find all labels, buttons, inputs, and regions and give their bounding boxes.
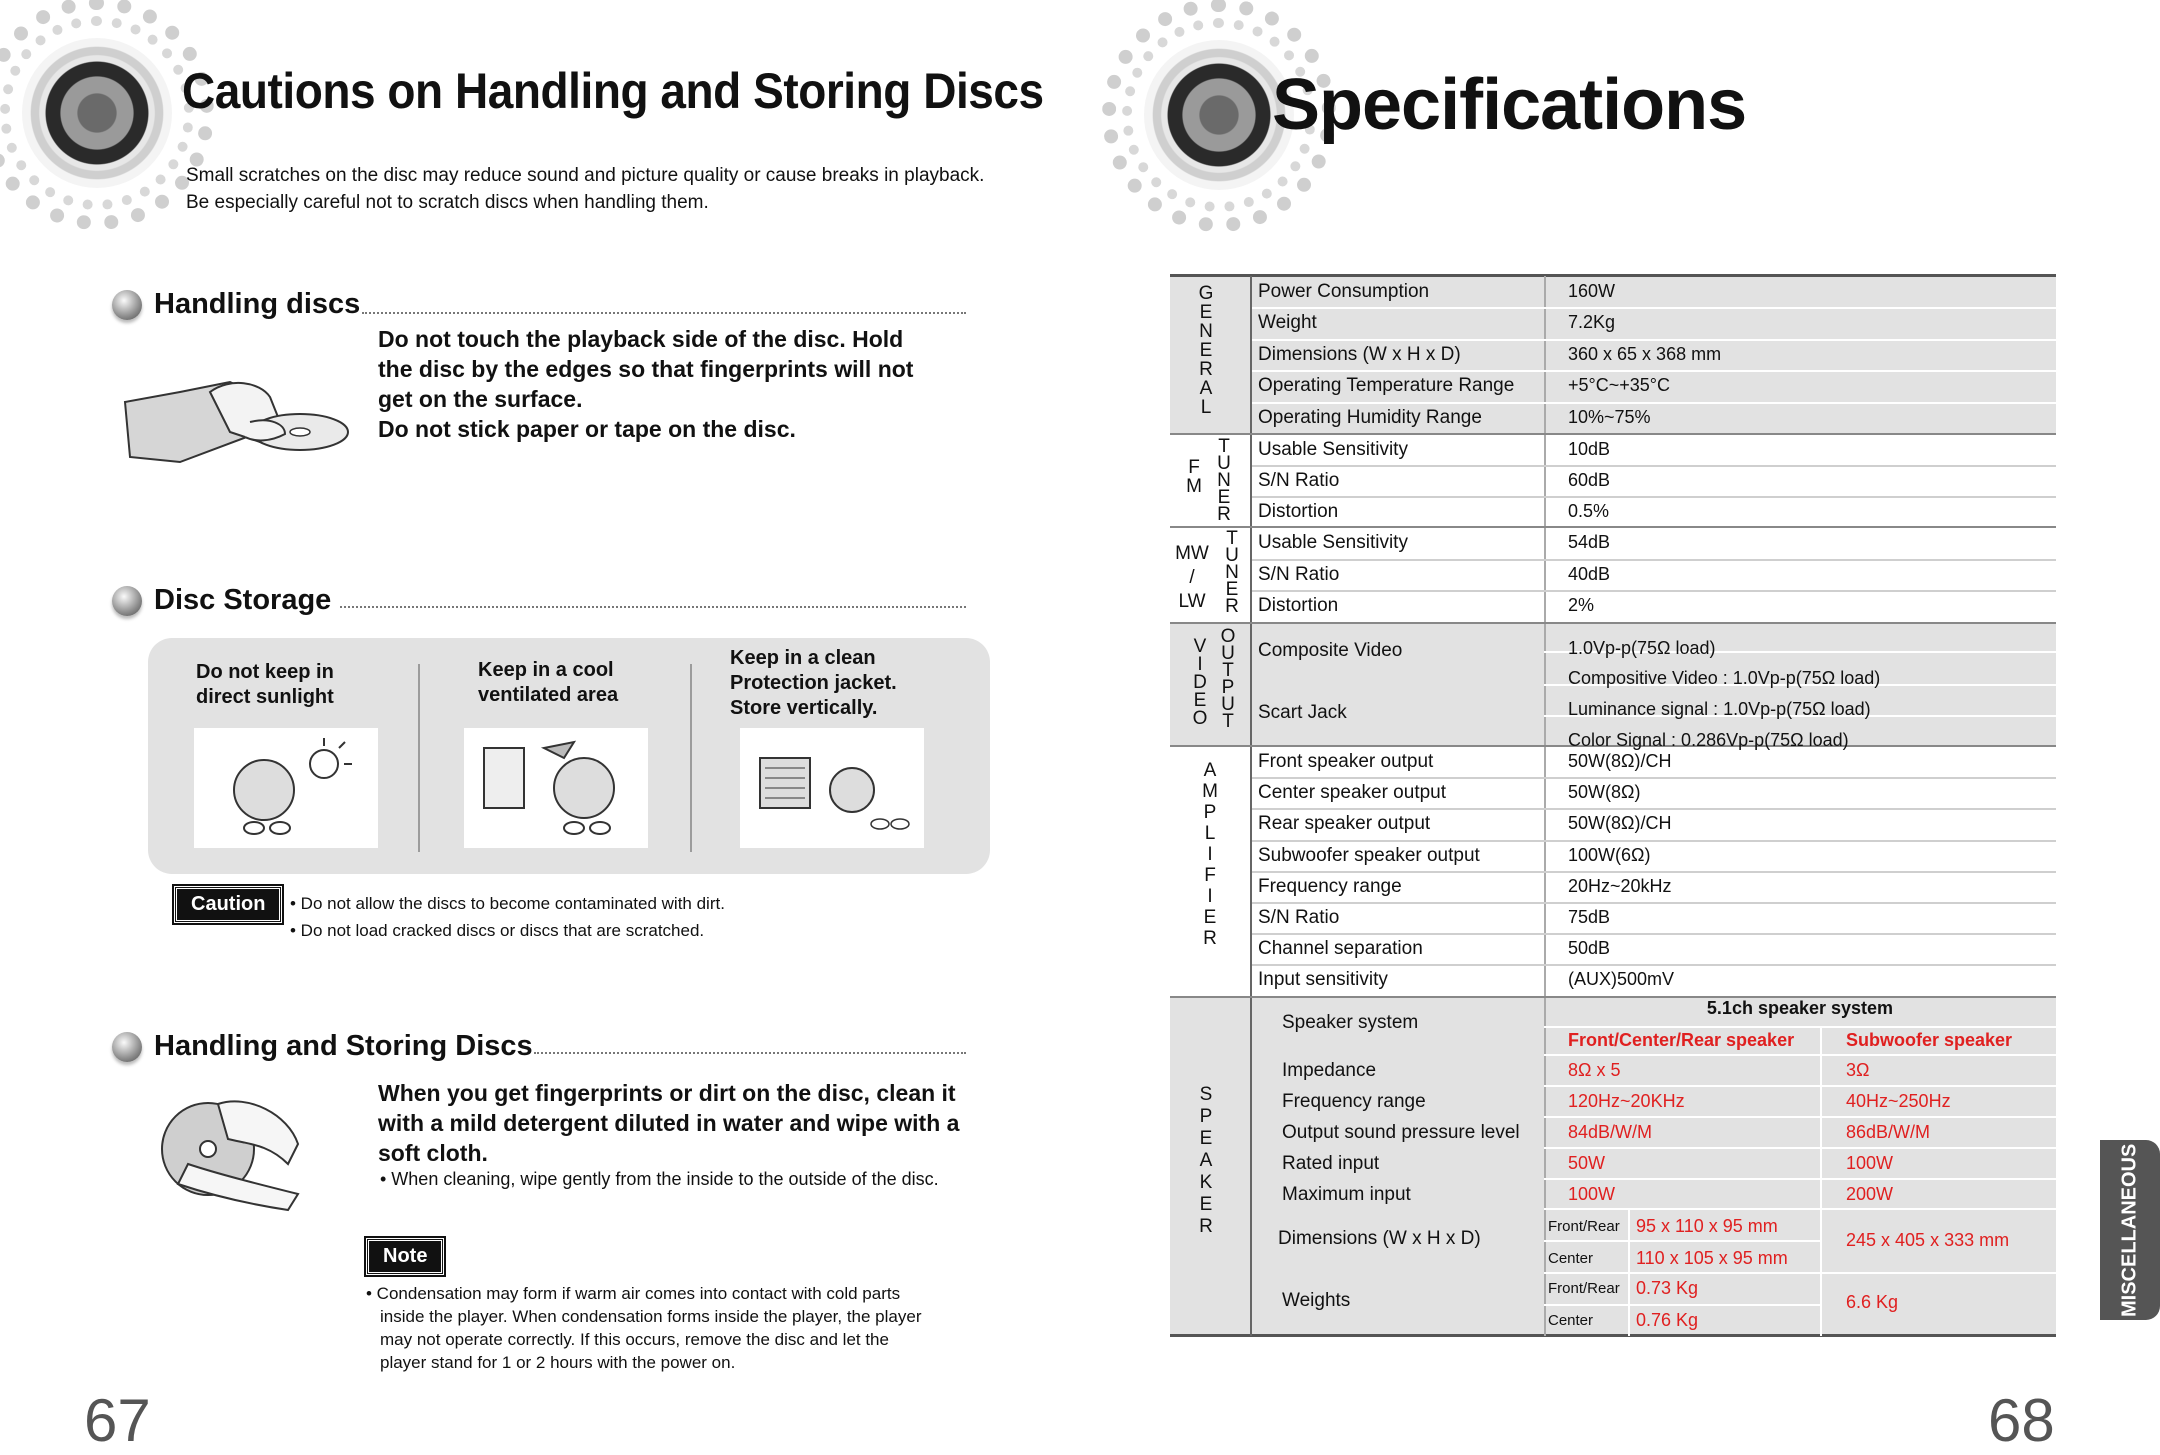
storage-item-cool (478, 658, 618, 708)
label: Do not keep in (196, 661, 334, 683)
text-line: soft cloth. (378, 1140, 488, 1166)
section-bullet-icon (112, 1032, 142, 1062)
spec-value: 54dB (1568, 532, 1611, 552)
page-title-right: Specifications (1272, 65, 1747, 145)
spec-key: Distortion (1258, 595, 1339, 616)
cool-area-illustration (464, 728, 648, 848)
cleaning-illustration (148, 1084, 308, 1214)
handling-discs-text (378, 324, 913, 444)
spec-key: Scart Jack (1258, 702, 1347, 723)
spec-value: 7.2Kg (1568, 312, 1616, 333)
cat-part: / (1189, 567, 1195, 588)
speaker-main-value: 84dB/W/M (1568, 1122, 1653, 1142)
page-number-right: 68 (1988, 1387, 2055, 1454)
spec-value: 20Hz~20kHz (1568, 875, 1672, 896)
cleaning-bullet: • When cleaning, wipe gently from the inside to the outside of the disc. (380, 1169, 939, 1189)
speaker-main-value: 100W (1568, 1184, 1616, 1204)
spec-key: Distortion (1258, 501, 1339, 522)
spec-key: Output sound pressure level (1282, 1122, 1520, 1143)
spec-key: Subwoofer speaker output (1258, 844, 1480, 866)
divider (340, 606, 966, 608)
storage-item-jacket (730, 646, 897, 721)
spec-key: Rear speaker output (1258, 813, 1431, 835)
spec-key: Frequency range (1282, 1091, 1426, 1112)
dim-label: Center (1548, 1250, 1594, 1267)
spec-value: 40dB (1568, 563, 1611, 584)
label: direct sunlight (196, 686, 334, 708)
spec-key: Input sensitivity (1258, 969, 1388, 991)
spec-value: 75dB (1568, 907, 1611, 927)
category-fm: F M (1186, 457, 1202, 497)
text-line: with a mild detergent diluted in water and wipe with a (378, 1110, 960, 1136)
page-title-left: Cautions on Handling and Storing Discs (182, 63, 1044, 119)
section-bullet-icon (112, 290, 142, 320)
spec-value: 160W (1568, 281, 1616, 301)
storage-item-sunlight (196, 660, 334, 710)
spec-key: Usable Sensitivity (1258, 532, 1408, 553)
category-video: V I D E O (1192, 636, 1208, 729)
spec-key: Speaker system (1282, 1012, 1419, 1033)
spec-key: S/N Ratio (1258, 907, 1340, 928)
spec-key: Center speaker output (1258, 782, 1447, 804)
wt-value: 0.73 Kg (1636, 1278, 1699, 1298)
speaker-sub-value: 40Hz~250Hz (1846, 1091, 1951, 1111)
label: Keep in a cool (478, 659, 614, 681)
cat-part: LW (1178, 591, 1206, 612)
label: ventilated area (478, 684, 619, 706)
category-speaker: S P E A K E R (1199, 1084, 1213, 1237)
wt-label: Front/Rear (1548, 1280, 1620, 1297)
divider (362, 312, 966, 314)
text-line: When you get fingerprints or dirt on the disc, clean it (378, 1080, 956, 1106)
text-line: may not operate correctly. If this occurs, remove the disc and let the (380, 1330, 889, 1349)
speaker-system-value: 5.1ch speaker system (1706, 998, 1894, 1018)
dim-label: Front/Rear (1548, 1218, 1620, 1235)
spec-value: 50W(8Ω) (1568, 782, 1641, 803)
caution-list (290, 890, 725, 944)
spec-key: Channel separation (1258, 938, 1423, 960)
text-line: Do not touch the playback side of the disc. Hold (378, 326, 904, 352)
spec-key: Rated input (1282, 1153, 1380, 1174)
section-bullet-icon (112, 586, 142, 616)
section-heading: Disc Storage (154, 584, 332, 616)
section-handling-storing (112, 1030, 533, 1063)
spec-value: 1.0Vp-p(75Ω load) (1568, 638, 1716, 658)
spec-key: Power Consumption (1258, 281, 1430, 302)
category-output: O U T P U T (1220, 626, 1236, 732)
category-general: G E N E R A L (1198, 283, 1214, 418)
wt-label: Center (1548, 1312, 1594, 1329)
spec-key: Dimensions (W x H x D) (1278, 1228, 1481, 1249)
text-line: • Condensation may form if warm air comes into contact with cold parts (366, 1284, 901, 1303)
spec-key: Maximum input (1282, 1184, 1411, 1205)
spec-value: Color Signal : 0.286Vp-p(75Ω load) (1568, 730, 1849, 750)
speaker-graphic-left (22, 38, 172, 188)
spec-key: Operating Humidity Range (1258, 406, 1482, 428)
spec-value: 60dB (1568, 470, 1611, 490)
hand-disc-illustration (120, 362, 352, 492)
text-line: get on the surface. (378, 386, 583, 412)
spec-key: S/N Ratio (1258, 470, 1340, 491)
label: Keep in a clean (730, 647, 876, 669)
spec-value: 2% (1568, 595, 1595, 615)
list-item: • Do not load cracked discs or discs that are scratched. (290, 921, 705, 940)
speaker-col-header-main: Front/Center/Rear speaker (1568, 1030, 1795, 1050)
spec-key: Impedance (1282, 1060, 1377, 1081)
speaker-sub-value: 86dB/W/M (1846, 1122, 1931, 1142)
spec-value: 10%~75% (1568, 406, 1651, 427)
section-heading: Handling discs (154, 288, 361, 320)
category-amplifier: A M P L I F I E R (1202, 760, 1218, 949)
speaker-sub-value: 3Ω (1846, 1060, 1870, 1080)
intro-text: Small scratches on the disc may reduce sound and picture quality or cause breaks in playback. Be especially careful not to scratch discs when handling them. (186, 165, 985, 213)
section-heading: Handling and Storing Discs (154, 1030, 533, 1062)
spec-key: Front speaker output (1258, 751, 1434, 772)
spec-value: 50W(8Ω)/CH (1568, 751, 1672, 771)
note-text (366, 1282, 922, 1374)
category-mw-tuner: T U N E R (1225, 528, 1239, 617)
speaker-main-value: 8Ω x 5 (1568, 1060, 1621, 1080)
text-line: the disc by the edges so that fingerprints will not (378, 356, 914, 382)
dim-value: 95 x 110 x 95 mm (1636, 1216, 1778, 1236)
section-disc-storage (112, 584, 331, 617)
spec-table (1170, 276, 2056, 1336)
speaker-sub-value: 200W (1846, 1184, 1894, 1204)
cat-part: MW (1175, 543, 1209, 564)
spec-key: Composite Video (1258, 640, 1403, 661)
spec-key: Frequency range (1258, 875, 1402, 897)
spec-key: Dimensions (W x H x D) (1258, 343, 1461, 365)
spec-key: S/N Ratio (1258, 563, 1340, 585)
divider (534, 1052, 966, 1054)
label: Protection jacket. (730, 672, 897, 694)
spec-value: Luminance signal : 1.0Vp-p(75Ω load) (1568, 699, 1871, 719)
category-fm-tuner: T U N E R (1217, 436, 1231, 525)
speaker-main-value: 50W (1568, 1153, 1606, 1173)
label: Store vertically. (730, 697, 878, 719)
wt-value: 0.76 Kg (1636, 1310, 1699, 1330)
handling-storing-text (378, 1078, 959, 1168)
spec-value: +5°C~+35°C (1568, 375, 1670, 396)
spec-value: 50dB (1568, 938, 1611, 959)
wt-sub-value: 6.6 Kg (1846, 1292, 1899, 1312)
section-handling-discs (112, 288, 360, 321)
page-number-left: 67 (84, 1387, 151, 1454)
category-mwlw (1174, 542, 1210, 614)
spec-value: (AUX)500mV (1568, 969, 1675, 990)
dim-sub-value: 245 x 405 x 333 mm (1846, 1230, 2010, 1250)
spec-key: Weight (1258, 312, 1317, 334)
spec-key: Usable Sensitivity (1258, 439, 1408, 460)
caution-badge: Caution (174, 886, 282, 923)
text-line: inside the player. When condensation forms inside the player, the player (380, 1307, 922, 1326)
divider (690, 664, 692, 852)
spec-value: 360 x 65 x 368 mm (1568, 343, 1722, 364)
text-line: player stand for 1 or 2 hours with the power on. (380, 1353, 736, 1372)
speaker-col-header-sub: Subwoofer speaker (1846, 1030, 2013, 1050)
sunlight-illustration (194, 728, 378, 848)
spec-value: 100W(6Ω) (1568, 844, 1651, 865)
spec-value: Compositive Video : 1.0Vp-p(75Ω load) (1568, 668, 1881, 688)
spec-key: Weights (1282, 1290, 1351, 1311)
speaker-sub-value: 100W (1846, 1153, 1894, 1173)
spec-value: 50W(8Ω)/CH (1568, 813, 1672, 834)
spec-key: Operating Temperature Range (1258, 375, 1515, 397)
jacket-illustration (740, 728, 924, 848)
divider (418, 664, 420, 852)
text-line: Do not stick paper or tape on the disc. (378, 416, 796, 442)
spec-value: 10dB (1568, 439, 1611, 459)
speaker-main-value: 120Hz~20KHz (1568, 1091, 1685, 1111)
miscellaneous-tab: MISCELLANEOUS (2100, 1140, 2160, 1320)
dim-value: 110 x 105 x 95 mm (1636, 1248, 1788, 1268)
spec-value: 0.5% (1568, 501, 1610, 521)
list-item: • Do not allow the discs to become contaminated with dirt. (290, 894, 725, 913)
note-badge: Note (366, 1238, 444, 1275)
